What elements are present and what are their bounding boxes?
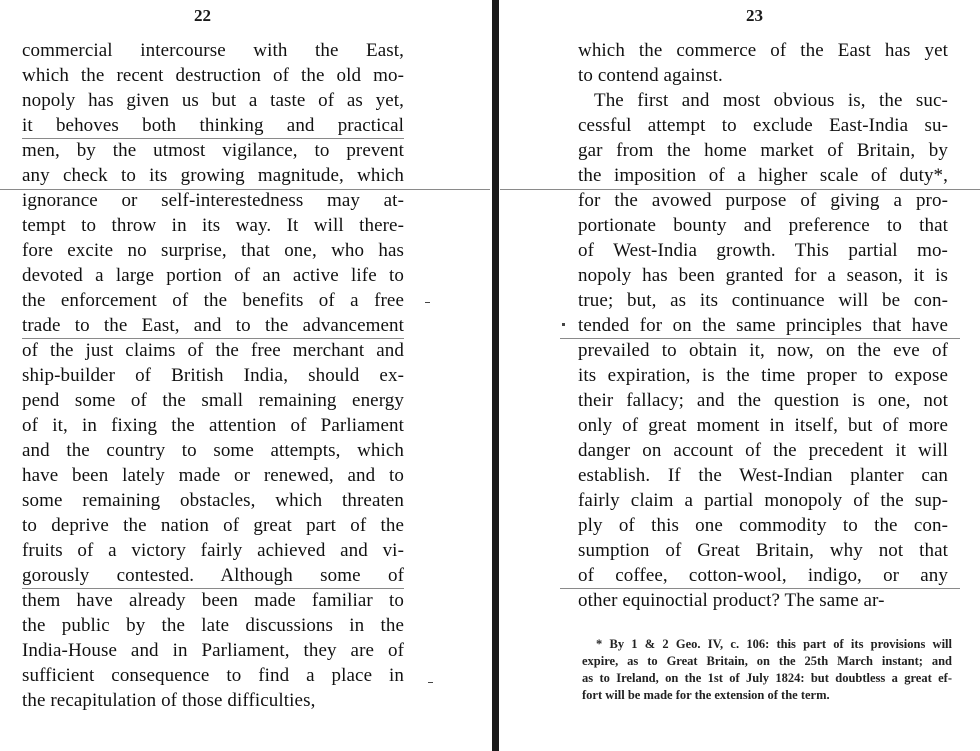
text-line: their fallacy; and the question is one, not <box>578 390 948 411</box>
text-line: prevailed to obtain it, now, on the eve of <box>578 340 948 361</box>
text-line: sumption of Great Britain, why not that <box>578 540 948 561</box>
text-line: ignorance or self-interestedness may at- <box>22 190 404 211</box>
text-line: for the avowed purpose of giving a pro- <box>578 190 948 211</box>
text-line: ply of this one commodity to the con- <box>578 515 948 536</box>
text-line: sufficient consequence to find a place in <box>22 665 404 686</box>
text-line: the enforcement of the benefits of a free <box>22 290 404 311</box>
text-line: establish. If the West-Indian planter can <box>578 465 948 486</box>
text-line: to deprive the nation of great part of the <box>22 515 404 536</box>
text-line: to contend against. <box>578 65 723 86</box>
text-line: tempt to throw in its way. It will there- <box>22 215 404 236</box>
text-line: which the commerce of the East has yet <box>578 40 948 61</box>
text-line: The first and most obvious is, the suc- <box>594 90 948 111</box>
text-line: gorously contested. Although some of <box>22 565 404 586</box>
footnote-line: * By 1 & 2 Geo. IV, c. 106: this part of its provisions will <box>596 637 952 651</box>
text-line: which the recent destruction of the old mo- <box>22 65 404 86</box>
text-line: danger on account of the precedent it will <box>578 440 948 461</box>
text-line: of coffee, cotton-wool, indigo, or any <box>578 565 948 586</box>
scan-speck <box>562 323 565 326</box>
text-line: nopoly has been granted for a season, it is <box>578 265 948 286</box>
text-line: have been lately made or renewed, and to <box>22 465 404 486</box>
text-line: fruits of a victory fairly achieved and vi- <box>22 540 404 561</box>
text-line: the imposition of a higher scale of duty*, <box>578 165 948 186</box>
text-line: cessful attempt to exclude East-India su- <box>578 115 948 136</box>
text-line: any check to its growing magnitude, which <box>22 165 404 186</box>
footnote-line: as to Ireland, on the 1st of July 1824: but doubtless a great ef- <box>582 671 952 685</box>
scan-speck <box>425 302 430 303</box>
text-line: of the just claims of the free merchant and <box>22 340 404 361</box>
right-page <box>500 0 980 751</box>
text-line: men, by the utmost vigilance, to prevent <box>22 140 404 161</box>
scan-rule <box>560 588 960 589</box>
text-line: the recapitulation of those difficulties, <box>22 690 316 711</box>
scan-rule <box>22 338 404 339</box>
scan-rule <box>0 189 490 190</box>
text-line: fore excite no surprise, that one, who has <box>22 240 404 261</box>
footnote-line: expire, as to Great Britain, on the 25th March instant; and <box>582 654 952 668</box>
text-line: them have already been made familiar to <box>22 590 404 611</box>
text-line: of it, in fixing the attention of Parliament <box>22 415 404 436</box>
text-line: pend some of the small remaining energy <box>22 390 404 411</box>
text-line: it behoves both thinking and practical <box>22 115 404 136</box>
left-page-number: 22 <box>194 6 211 25</box>
scan-rule <box>500 189 980 190</box>
scan-rule <box>22 588 404 589</box>
text-line: only of great moment in itself, but of more <box>578 415 948 436</box>
text-line: commercial intercourse with the East, <box>22 40 404 61</box>
footnote <box>582 636 952 704</box>
book-gutter <box>492 0 499 751</box>
footnote-line: fort will be made for the extension of the term. <box>582 688 830 702</box>
text-line: portionate bounty and preference to that <box>578 215 948 236</box>
text-line: some remaining obstacles, which threaten <box>22 490 404 511</box>
text-line: gar from the home market of Britain, by <box>578 140 948 161</box>
text-line: its expiration, is the time proper to expose <box>578 365 948 386</box>
text-line: and the country to some attempts, which <box>22 440 404 461</box>
text-line: trade to the East, and to the advancement <box>22 315 404 336</box>
text-line: devoted a large portion of an active life to <box>22 265 404 286</box>
text-line: fairly claim a partial monopoly of the sup- <box>578 490 948 511</box>
text-line: nopoly has given us but a taste of as yet, <box>22 90 404 111</box>
text-line: ship-builder of British India, should ex- <box>22 365 404 386</box>
text-line: tended for on the same principles that have <box>578 315 948 336</box>
text-line: of West-India growth. This partial mo- <box>578 240 948 261</box>
text-line: the public by the late discussions in the <box>22 615 404 636</box>
text-line: India-House and in Parliament, they are of <box>22 640 404 661</box>
text-line: true; but, as its continuance will be con- <box>578 290 948 311</box>
scan-rule <box>22 138 404 139</box>
right-page-number: 23 <box>746 6 763 25</box>
scan-speck <box>428 682 433 683</box>
text-line: other equinoctial product? The same ar- <box>578 590 885 611</box>
scan-rule <box>560 338 960 339</box>
